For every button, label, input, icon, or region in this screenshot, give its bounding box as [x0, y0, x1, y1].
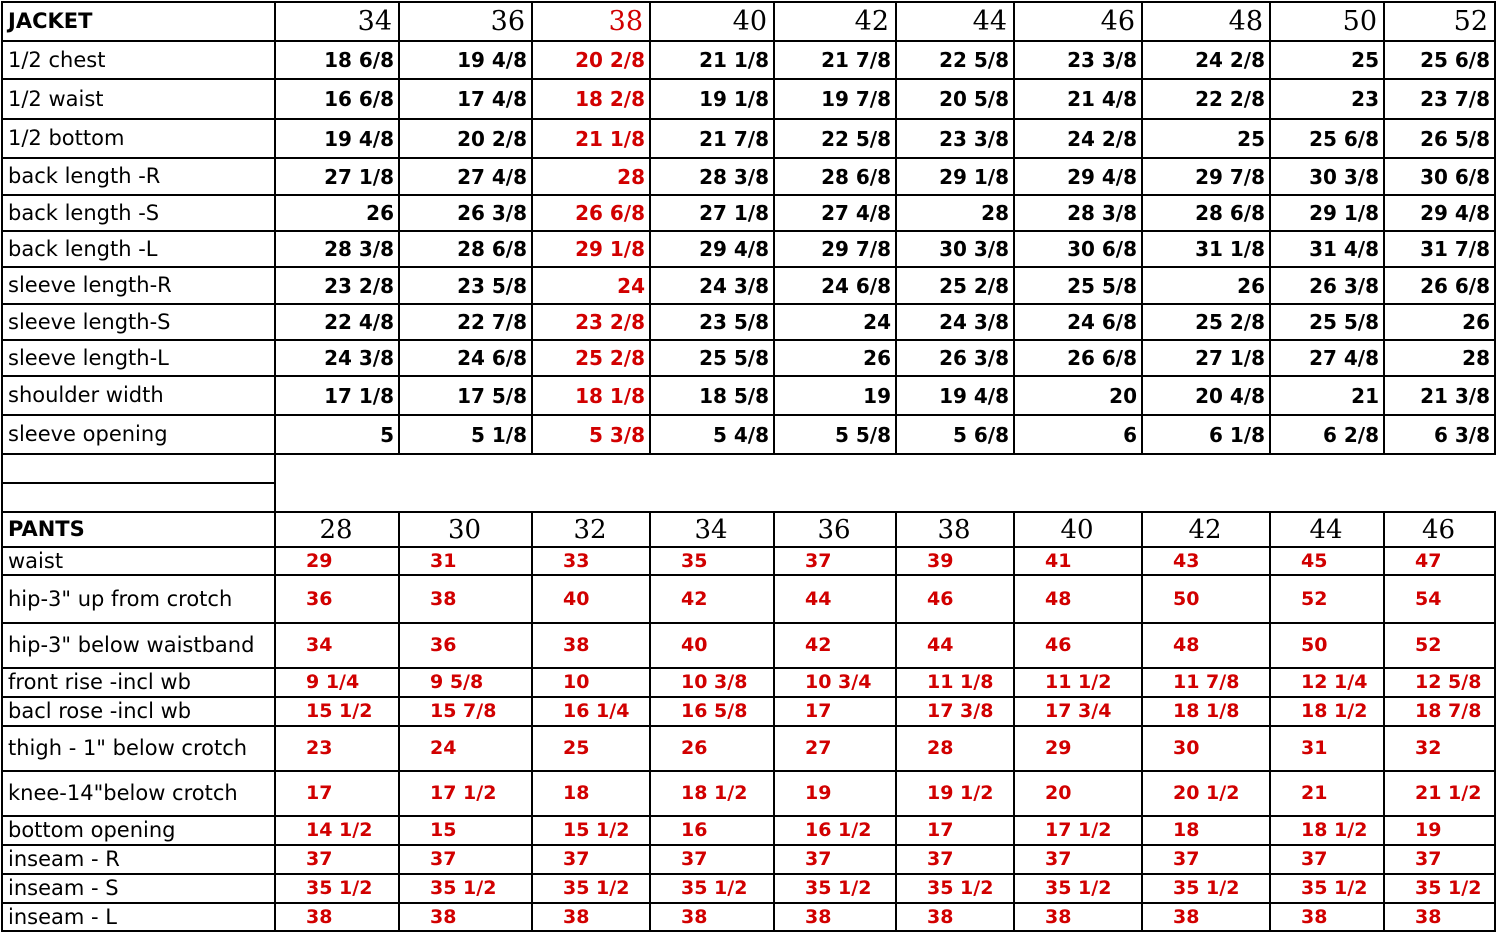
pants-value-cell: 17 3/8 — [896, 697, 1014, 726]
pants-row-label: waist — [2, 547, 275, 575]
jacket-value-cell: 23 5/8 — [650, 304, 774, 340]
jacket-row — [2, 231, 1495, 267]
pants-value-cell: 11 1/2 — [1014, 668, 1142, 697]
jacket-row — [2, 304, 1495, 340]
pants-value-cell: 35 1/2 — [896, 874, 1014, 903]
pants-value-cell: 37 — [1014, 845, 1142, 874]
pants-value-cell: 38 — [774, 903, 896, 931]
jacket-value-cell: 29 4/8 — [1384, 195, 1495, 231]
jacket-value-cell: 20 4/8 — [1142, 376, 1270, 415]
pants-value-cell: 48 — [1014, 575, 1142, 623]
jacket-value-cell: 25 2/8 — [896, 267, 1014, 304]
pants-value-cell: 18 1/2 — [1270, 816, 1384, 845]
pants-value-cell: 17 — [774, 697, 896, 726]
jacket-value-cell: 16 6/8 — [275, 79, 399, 119]
pants-value-cell: 35 1/2 — [774, 874, 896, 903]
pants-value-cell: 37 — [896, 845, 1014, 874]
jacket-value-cell: 26 3/8 — [1270, 267, 1384, 304]
pants-value-cell: 20 — [1014, 771, 1142, 816]
jacket-value-cell: 5 4/8 — [650, 415, 774, 454]
pants-value-cell: 35 1/2 — [1270, 874, 1384, 903]
pants-value-cell: 24 — [399, 726, 532, 771]
jacket-row — [2, 415, 1495, 454]
jacket-value-cell: 5 — [275, 415, 399, 454]
jacket-value-cell: 27 1/8 — [275, 158, 399, 195]
jacket-size-48: 48 — [1142, 2, 1270, 41]
jacket-value-cell: 31 7/8 — [1384, 231, 1495, 267]
pants-size-38: 38 — [896, 512, 1014, 547]
jacket-value-cell: 27 1/8 — [650, 195, 774, 231]
jacket-value-cell: 20 — [1014, 376, 1142, 415]
size-chart-table — [1, 1, 1496, 932]
pants-header-row — [2, 512, 1495, 547]
pants-value-cell: 17 1/2 — [399, 771, 532, 816]
jacket-size-34: 34 — [275, 2, 399, 41]
pants-value-cell: 40 — [532, 575, 650, 623]
jacket-row — [2, 267, 1495, 304]
jacket-value-cell: 31 4/8 — [1270, 231, 1384, 267]
pants-value-cell: 42 — [774, 623, 896, 668]
pants-size-34: 34 — [650, 512, 774, 547]
jacket-size-42: 42 — [774, 2, 896, 41]
jacket-value-cell: 19 4/8 — [275, 119, 399, 158]
pants-value-cell: 15 7/8 — [399, 697, 532, 726]
jacket-value-cell: 29 1/8 — [532, 231, 650, 267]
jacket-value-cell: 25 5/8 — [650, 340, 774, 376]
pants-size-42: 42 — [1142, 512, 1270, 547]
jacket-value-cell: 24 2/8 — [1014, 119, 1142, 158]
pants-size-46: 46 — [1384, 512, 1495, 547]
pants-value-cell: 9 5/8 — [399, 668, 532, 697]
pants-value-cell: 31 — [399, 547, 532, 575]
pants-value-cell: 18 7/8 — [1384, 697, 1495, 726]
pants-value-cell: 47 — [1384, 547, 1495, 575]
jacket-value-cell: 30 6/8 — [1014, 231, 1142, 267]
pants-value-cell: 35 1/2 — [1142, 874, 1270, 903]
jacket-title: JACKET — [2, 2, 275, 41]
jacket-row — [2, 195, 1495, 231]
pants-value-cell: 29 — [1014, 726, 1142, 771]
jacket-value-cell: 19 4/8 — [896, 376, 1014, 415]
jacket-row-label: sleeve opening — [2, 415, 275, 454]
pants-value-cell: 37 — [399, 845, 532, 874]
pants-value-cell: 50 — [1142, 575, 1270, 623]
jacket-row — [2, 376, 1495, 415]
pants-row-label: front rise -incl wb — [2, 668, 275, 697]
pants-row-label: bacl rose -incl wb — [2, 697, 275, 726]
jacket-value-cell: 21 1/8 — [532, 119, 650, 158]
jacket-value-cell: 21 — [1270, 376, 1384, 415]
pants-value-cell: 17 — [275, 771, 399, 816]
pants-value-cell: 48 — [1142, 623, 1270, 668]
pants-row-label: hip-3" below waistband — [2, 623, 275, 668]
jacket-value-cell: 27 4/8 — [774, 195, 896, 231]
jacket-value-cell: 26 — [275, 195, 399, 231]
jacket-value-cell: 26 5/8 — [1384, 119, 1495, 158]
pants-row-label: knee-14"below crotch — [2, 771, 275, 816]
jacket-value-cell: 19 1/8 — [650, 79, 774, 119]
pants-value-cell: 21 1/2 — [1384, 771, 1495, 816]
pants-value-cell: 15 — [399, 816, 532, 845]
jacket-size-46: 46 — [1014, 2, 1142, 41]
jacket-value-cell: 24 — [774, 304, 896, 340]
jacket-value-cell: 5 3/8 — [532, 415, 650, 454]
pants-value-cell: 10 — [532, 668, 650, 697]
jacket-value-cell: 28 6/8 — [774, 158, 896, 195]
pants-value-cell: 38 — [532, 903, 650, 931]
jacket-value-cell: 30 3/8 — [896, 231, 1014, 267]
jacket-row-label: sleeve length-L — [2, 340, 275, 376]
jacket-row — [2, 119, 1495, 158]
pants-value-cell: 38 — [896, 903, 1014, 931]
pants-value-cell: 45 — [1270, 547, 1384, 575]
pants-value-cell: 19 1/2 — [896, 771, 1014, 816]
pants-value-cell: 23 — [275, 726, 399, 771]
jacket-row-label: sleeve length-R — [2, 267, 275, 304]
pants-value-cell: 38 — [275, 903, 399, 931]
jacket-value-cell: 17 1/8 — [275, 376, 399, 415]
pants-value-cell: 38 — [1384, 903, 1495, 931]
pants-size-40: 40 — [1014, 512, 1142, 547]
jacket-value-cell: 25 — [1142, 119, 1270, 158]
jacket-row-label: 1/2 bottom — [2, 119, 275, 158]
pants-value-cell: 17 1/2 — [1014, 816, 1142, 845]
pants-value-cell: 19 — [774, 771, 896, 816]
pants-value-cell: 37 — [532, 845, 650, 874]
spacer-cell — [2, 454, 275, 483]
pants-row-label: inseam - L — [2, 903, 275, 931]
pants-value-cell: 18 — [1142, 816, 1270, 845]
pants-value-cell: 10 3/4 — [774, 668, 896, 697]
jacket-value-cell: 25 — [1270, 41, 1384, 79]
pants-value-cell: 37 — [1384, 845, 1495, 874]
spacer-cell — [2, 483, 275, 512]
jacket-value-cell: 19 7/8 — [774, 79, 896, 119]
pants-value-cell: 36 — [275, 575, 399, 623]
jacket-value-cell: 17 5/8 — [399, 376, 532, 415]
jacket-size-52: 52 — [1384, 2, 1495, 41]
pants-value-cell: 38 — [399, 903, 532, 931]
jacket-value-cell: 24 6/8 — [399, 340, 532, 376]
pants-value-cell: 14 1/2 — [275, 816, 399, 845]
pants-value-cell: 26 — [650, 726, 774, 771]
jacket-value-cell: 23 2/8 — [532, 304, 650, 340]
jacket-value-cell: 28 6/8 — [1142, 195, 1270, 231]
pants-row — [2, 623, 1495, 668]
pants-value-cell: 41 — [1014, 547, 1142, 575]
pants-row — [2, 575, 1495, 623]
jacket-value-cell: 24 2/8 — [1142, 41, 1270, 79]
pants-size-28: 28 — [275, 512, 399, 547]
jacket-value-cell: 21 7/8 — [774, 41, 896, 79]
jacket-value-cell: 20 2/8 — [399, 119, 532, 158]
jacket-value-cell: 17 4/8 — [399, 79, 532, 119]
jacket-value-cell: 24 3/8 — [650, 267, 774, 304]
pants-value-cell: 9 1/4 — [275, 668, 399, 697]
pants-value-cell: 11 7/8 — [1142, 668, 1270, 697]
pants-size-32: 32 — [532, 512, 650, 547]
pants-row-label: thigh - 1" below crotch — [2, 726, 275, 771]
pants-value-cell: 37 — [650, 845, 774, 874]
pants-value-cell: 10 3/8 — [650, 668, 774, 697]
pants-row-label: inseam - R — [2, 845, 275, 874]
jacket-row-label: sleeve length-S — [2, 304, 275, 340]
pants-value-cell: 35 1/2 — [532, 874, 650, 903]
jacket-value-cell: 26 — [774, 340, 896, 376]
jacket-value-cell: 30 6/8 — [1384, 158, 1495, 195]
pants-size-30: 30 — [399, 512, 532, 547]
pants-row — [2, 845, 1495, 874]
jacket-value-cell: 29 7/8 — [774, 231, 896, 267]
pants-value-cell: 16 5/8 — [650, 697, 774, 726]
pants-value-cell: 37 — [1142, 845, 1270, 874]
jacket-value-cell: 18 6/8 — [275, 41, 399, 79]
pants-value-cell: 27 — [774, 726, 896, 771]
pants-value-cell: 35 1/2 — [275, 874, 399, 903]
jacket-value-cell: 26 6/8 — [1014, 340, 1142, 376]
pants-value-cell: 37 — [774, 547, 896, 575]
jacket-value-cell: 29 4/8 — [1014, 158, 1142, 195]
jacket-value-cell: 19 4/8 — [399, 41, 532, 79]
jacket-row-label: 1/2 chest — [2, 41, 275, 79]
jacket-value-cell: 25 5/8 — [1270, 304, 1384, 340]
pants-value-cell: 36 — [399, 623, 532, 668]
pants-value-cell: 46 — [896, 575, 1014, 623]
jacket-value-cell: 21 7/8 — [650, 119, 774, 158]
pants-row — [2, 874, 1495, 903]
jacket-value-cell: 5 6/8 — [896, 415, 1014, 454]
jacket-row-label: 1/2 waist — [2, 79, 275, 119]
pants-value-cell: 17 3/4 — [1014, 697, 1142, 726]
pants-size-36: 36 — [774, 512, 896, 547]
pants-value-cell: 44 — [774, 575, 896, 623]
pants-value-cell: 52 — [1270, 575, 1384, 623]
pants-row — [2, 697, 1495, 726]
pants-row-label: hip-3" up from crotch — [2, 575, 275, 623]
pants-value-cell: 12 5/8 — [1384, 668, 1495, 697]
jacket-value-cell: 21 1/8 — [650, 41, 774, 79]
jacket-value-cell: 23 3/8 — [1014, 41, 1142, 79]
pants-value-cell: 37 — [1270, 845, 1384, 874]
pants-value-cell: 43 — [1142, 547, 1270, 575]
pants-value-cell: 28 — [896, 726, 1014, 771]
pants-row-label: inseam - S — [2, 874, 275, 903]
jacket-value-cell: 28 6/8 — [399, 231, 532, 267]
jacket-value-cell: 27 4/8 — [399, 158, 532, 195]
pants-value-cell: 17 — [896, 816, 1014, 845]
jacket-value-cell: 20 5/8 — [896, 79, 1014, 119]
jacket-value-cell: 23 2/8 — [275, 267, 399, 304]
pants-value-cell: 38 — [399, 575, 532, 623]
jacket-value-cell: 26 3/8 — [399, 195, 532, 231]
jacket-value-cell: 5 5/8 — [774, 415, 896, 454]
pants-value-cell: 40 — [650, 623, 774, 668]
jacket-row — [2, 340, 1495, 376]
pants-row — [2, 547, 1495, 575]
jacket-value-cell: 30 3/8 — [1270, 158, 1384, 195]
jacket-value-cell: 27 1/8 — [1142, 340, 1270, 376]
pants-value-cell: 16 1/2 — [774, 816, 896, 845]
pants-value-cell: 19 — [1384, 816, 1495, 845]
pants-value-cell: 21 — [1270, 771, 1384, 816]
pants-value-cell: 52 — [1384, 623, 1495, 668]
pants-value-cell: 38 — [650, 903, 774, 931]
pants-row — [2, 726, 1495, 771]
jacket-value-cell: 6 1/8 — [1142, 415, 1270, 454]
pants-value-cell: 12 1/4 — [1270, 668, 1384, 697]
jacket-value-cell: 24 6/8 — [774, 267, 896, 304]
pants-value-cell: 35 — [650, 547, 774, 575]
spacer-row — [2, 454, 1495, 483]
jacket-value-cell: 25 6/8 — [1384, 41, 1495, 79]
pants-value-cell: 20 1/2 — [1142, 771, 1270, 816]
pants-value-cell: 25 — [532, 726, 650, 771]
jacket-value-cell: 26 — [1384, 304, 1495, 340]
jacket-value-cell: 19 — [774, 376, 896, 415]
jacket-value-cell: 25 2/8 — [1142, 304, 1270, 340]
pants-value-cell: 46 — [1014, 623, 1142, 668]
jacket-value-cell: 24 — [532, 267, 650, 304]
pants-size-44: 44 — [1270, 512, 1384, 547]
jacket-size-50: 50 — [1270, 2, 1384, 41]
jacket-size-44: 44 — [896, 2, 1014, 41]
jacket-value-cell: 22 4/8 — [275, 304, 399, 340]
jacket-value-cell: 24 6/8 — [1014, 304, 1142, 340]
jacket-value-cell: 18 1/8 — [532, 376, 650, 415]
jacket-row-label: back length -R — [2, 158, 275, 195]
jacket-value-cell: 28 3/8 — [275, 231, 399, 267]
pants-value-cell: 38 — [532, 623, 650, 668]
jacket-value-cell: 28 3/8 — [1014, 195, 1142, 231]
pants-value-cell: 35 1/2 — [1384, 874, 1495, 903]
jacket-value-cell: 22 5/8 — [896, 41, 1014, 79]
jacket-value-cell: 29 1/8 — [896, 158, 1014, 195]
pants-value-cell: 15 1/2 — [275, 697, 399, 726]
pants-value-cell: 38 — [1014, 903, 1142, 931]
jacket-value-cell: 29 7/8 — [1142, 158, 1270, 195]
jacket-value-cell: 25 2/8 — [532, 340, 650, 376]
jacket-value-cell: 23 — [1270, 79, 1384, 119]
jacket-value-cell: 28 — [532, 158, 650, 195]
jacket-value-cell: 18 5/8 — [650, 376, 774, 415]
pants-value-cell: 15 1/2 — [532, 816, 650, 845]
jacket-row — [2, 158, 1495, 195]
pants-value-cell: 50 — [1270, 623, 1384, 668]
jacket-value-cell: 28 — [1384, 340, 1495, 376]
jacket-size-38: 38 — [532, 2, 650, 41]
jacket-value-cell: 26 6/8 — [532, 195, 650, 231]
jacket-value-cell: 23 5/8 — [399, 267, 532, 304]
pants-value-cell: 38 — [1142, 903, 1270, 931]
jacket-size-40: 40 — [650, 2, 774, 41]
jacket-row-label: back length -L — [2, 231, 275, 267]
jacket-value-cell: 23 7/8 — [1384, 79, 1495, 119]
jacket-value-cell: 21 4/8 — [1014, 79, 1142, 119]
jacket-value-cell: 27 4/8 — [1270, 340, 1384, 376]
pants-row — [2, 903, 1495, 931]
jacket-value-cell: 20 2/8 — [532, 41, 650, 79]
jacket-value-cell: 22 5/8 — [774, 119, 896, 158]
pants-value-cell: 44 — [896, 623, 1014, 668]
pants-value-cell: 16 — [650, 816, 774, 845]
pants-value-cell: 34 — [275, 623, 399, 668]
pants-title: PANTS — [2, 512, 275, 547]
jacket-value-cell: 23 3/8 — [896, 119, 1014, 158]
jacket-value-cell: 28 — [896, 195, 1014, 231]
jacket-value-cell: 29 4/8 — [650, 231, 774, 267]
jacket-value-cell: 28 3/8 — [650, 158, 774, 195]
size-chart-body — [2, 2, 1495, 931]
jacket-value-cell: 6 2/8 — [1270, 415, 1384, 454]
pants-value-cell: 35 1/2 — [650, 874, 774, 903]
jacket-value-cell: 29 1/8 — [1270, 195, 1384, 231]
pants-value-cell: 16 1/4 — [532, 697, 650, 726]
pants-value-cell: 54 — [1384, 575, 1495, 623]
jacket-value-cell: 5 1/8 — [399, 415, 532, 454]
pants-value-cell: 42 — [650, 575, 774, 623]
jacket-row-label: shoulder width — [2, 376, 275, 415]
jacket-value-cell: 26 3/8 — [896, 340, 1014, 376]
jacket-value-cell: 21 3/8 — [1384, 376, 1495, 415]
jacket-header-row — [2, 2, 1495, 41]
jacket-row — [2, 41, 1495, 79]
pants-row — [2, 668, 1495, 697]
pants-row-label: bottom opening — [2, 816, 275, 845]
jacket-value-cell: 22 2/8 — [1142, 79, 1270, 119]
pants-value-cell: 11 1/8 — [896, 668, 1014, 697]
jacket-row-label: back length -S — [2, 195, 275, 231]
jacket-size-36: 36 — [399, 2, 532, 41]
jacket-value-cell: 25 6/8 — [1270, 119, 1384, 158]
jacket-value-cell: 26 6/8 — [1384, 267, 1495, 304]
jacket-value-cell: 6 3/8 — [1384, 415, 1495, 454]
pants-value-cell: 18 1/8 — [1142, 697, 1270, 726]
spacer-blank-area — [275, 454, 1495, 512]
jacket-value-cell: 22 7/8 — [399, 304, 532, 340]
jacket-value-cell: 24 3/8 — [896, 304, 1014, 340]
pants-value-cell: 31 — [1270, 726, 1384, 771]
pants-value-cell: 38 — [1270, 903, 1384, 931]
jacket-value-cell: 26 — [1142, 267, 1270, 304]
pants-row — [2, 816, 1495, 845]
jacket-value-cell: 31 1/8 — [1142, 231, 1270, 267]
pants-value-cell: 32 — [1384, 726, 1495, 771]
jacket-value-cell: 25 5/8 — [1014, 267, 1142, 304]
pants-value-cell: 35 1/2 — [399, 874, 532, 903]
pants-value-cell: 35 1/2 — [1014, 874, 1142, 903]
pants-value-cell: 37 — [774, 845, 896, 874]
pants-value-cell: 18 1/2 — [1270, 697, 1384, 726]
jacket-value-cell: 18 2/8 — [532, 79, 650, 119]
jacket-row — [2, 79, 1495, 119]
pants-value-cell: 29 — [275, 547, 399, 575]
pants-value-cell: 37 — [275, 845, 399, 874]
pants-value-cell: 18 — [532, 771, 650, 816]
jacket-value-cell: 6 — [1014, 415, 1142, 454]
jacket-value-cell: 24 3/8 — [275, 340, 399, 376]
pants-value-cell: 30 — [1142, 726, 1270, 771]
pants-row — [2, 771, 1495, 816]
pants-value-cell: 39 — [896, 547, 1014, 575]
pants-value-cell: 33 — [532, 547, 650, 575]
pants-value-cell: 18 1/2 — [650, 771, 774, 816]
